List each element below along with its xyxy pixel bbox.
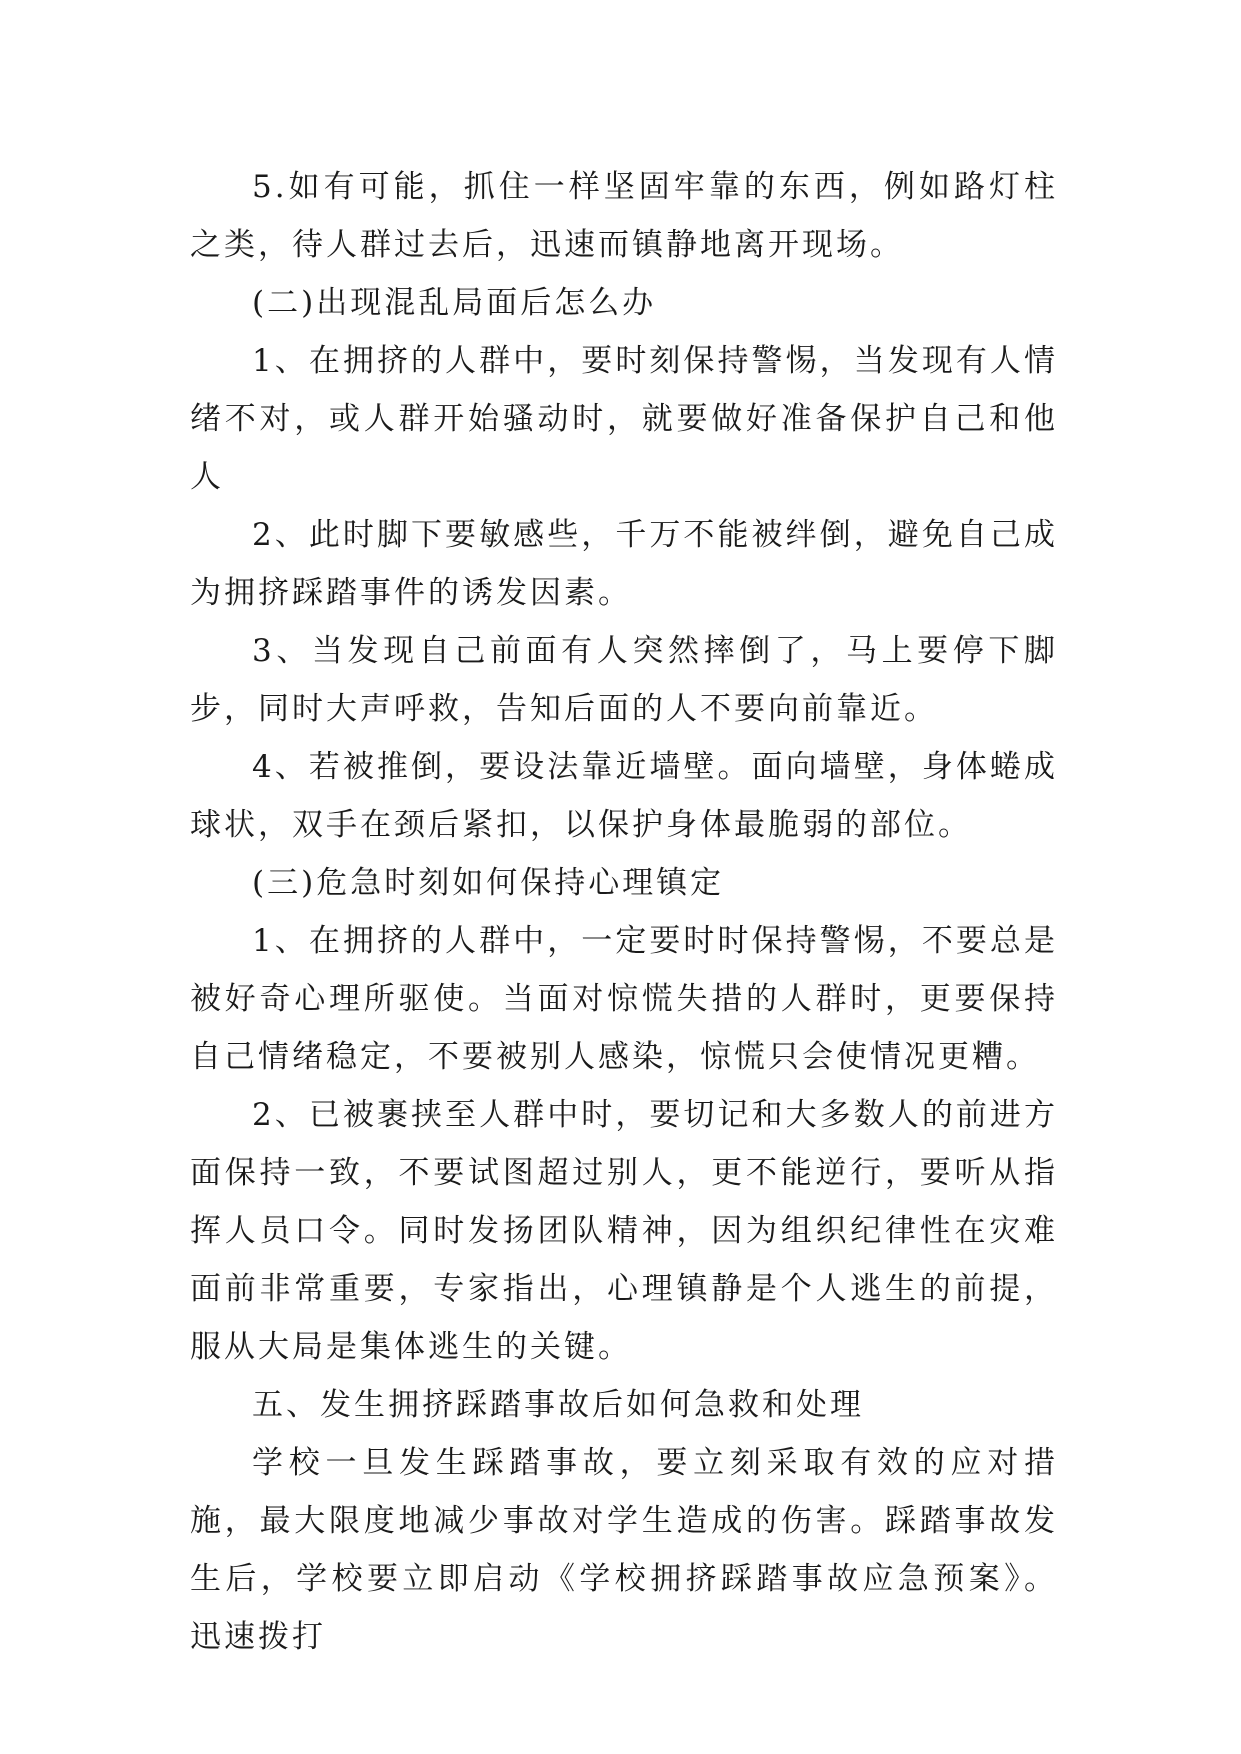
paragraph-item-1b: 1、在拥挤的人群中，一定要时时保持警惕，不要总是被好奇心理所驱使。当面对惊慌失措的人群时，更要保持自己情绪稳定，不要被别人感染，惊慌只会使情况更糟。 (190, 923, 1058, 1075)
paragraph-item-5: 5.如有可能，抓住一样坚固牢靠的东西，例如路灯柱之类，待人群过去后，迅速而镇静地离开现场。 (190, 169, 1058, 263)
paragraph-item-2b: 2、已被裹挟至人群中时，要切记和大多数人的前进方面保持一致，不要试图超过别人，更不能逆行，要听从指挥人员口令。同时发扬团队精神，因为组织纪律性在灾难面前非常重要，专家指出，心理镇静是个人逃生的前提，服从大局是集体逃生的关键。 (190, 1097, 1058, 1365)
section-heading-3: (三)危急时刻如何保持心理镇定 (252, 865, 725, 901)
section-heading-5: 五、发生拥挤踩踏事故后如何急救和处理 (252, 1387, 864, 1423)
paragraph-body: 学校一旦发生踩踏事故，要立刻采取有效的应对措施，最大限度地减少事故对学生造成的伤害。踩踏事故发生后，学校要立即启动《学校拥挤踩踏事故应急预案》。迅速拨打 (190, 1445, 1058, 1655)
paragraph-item-2: 2、此时脚下要敏感些，千万不能被绊倒，避免自己成为拥挤踩踏事件的诱发因素。 (190, 517, 1058, 611)
paragraph-item-4: 4、若被推倒，要设法靠近墙壁。面向墙壁，身体蜷成球状，双手在颈后紧扣，以保护身体最脆弱的部位。 (190, 749, 1058, 843)
section-heading-2: (二)出现混乱局面后怎么办 (252, 285, 657, 321)
paragraph-item-1: 1、在拥挤的人群中，要时刻保持警惕，当发现有人情绪不对，或人群开始骚动时，就要做好准备保护自己和他人 (190, 343, 1058, 495)
document-body (190, 158, 1058, 1666)
paragraph-item-3: 3、当发现自己前面有人突然摔倒了，马上要停下脚步，同时大声呼救，告知后面的人不要向前靠近。 (190, 633, 1058, 727)
